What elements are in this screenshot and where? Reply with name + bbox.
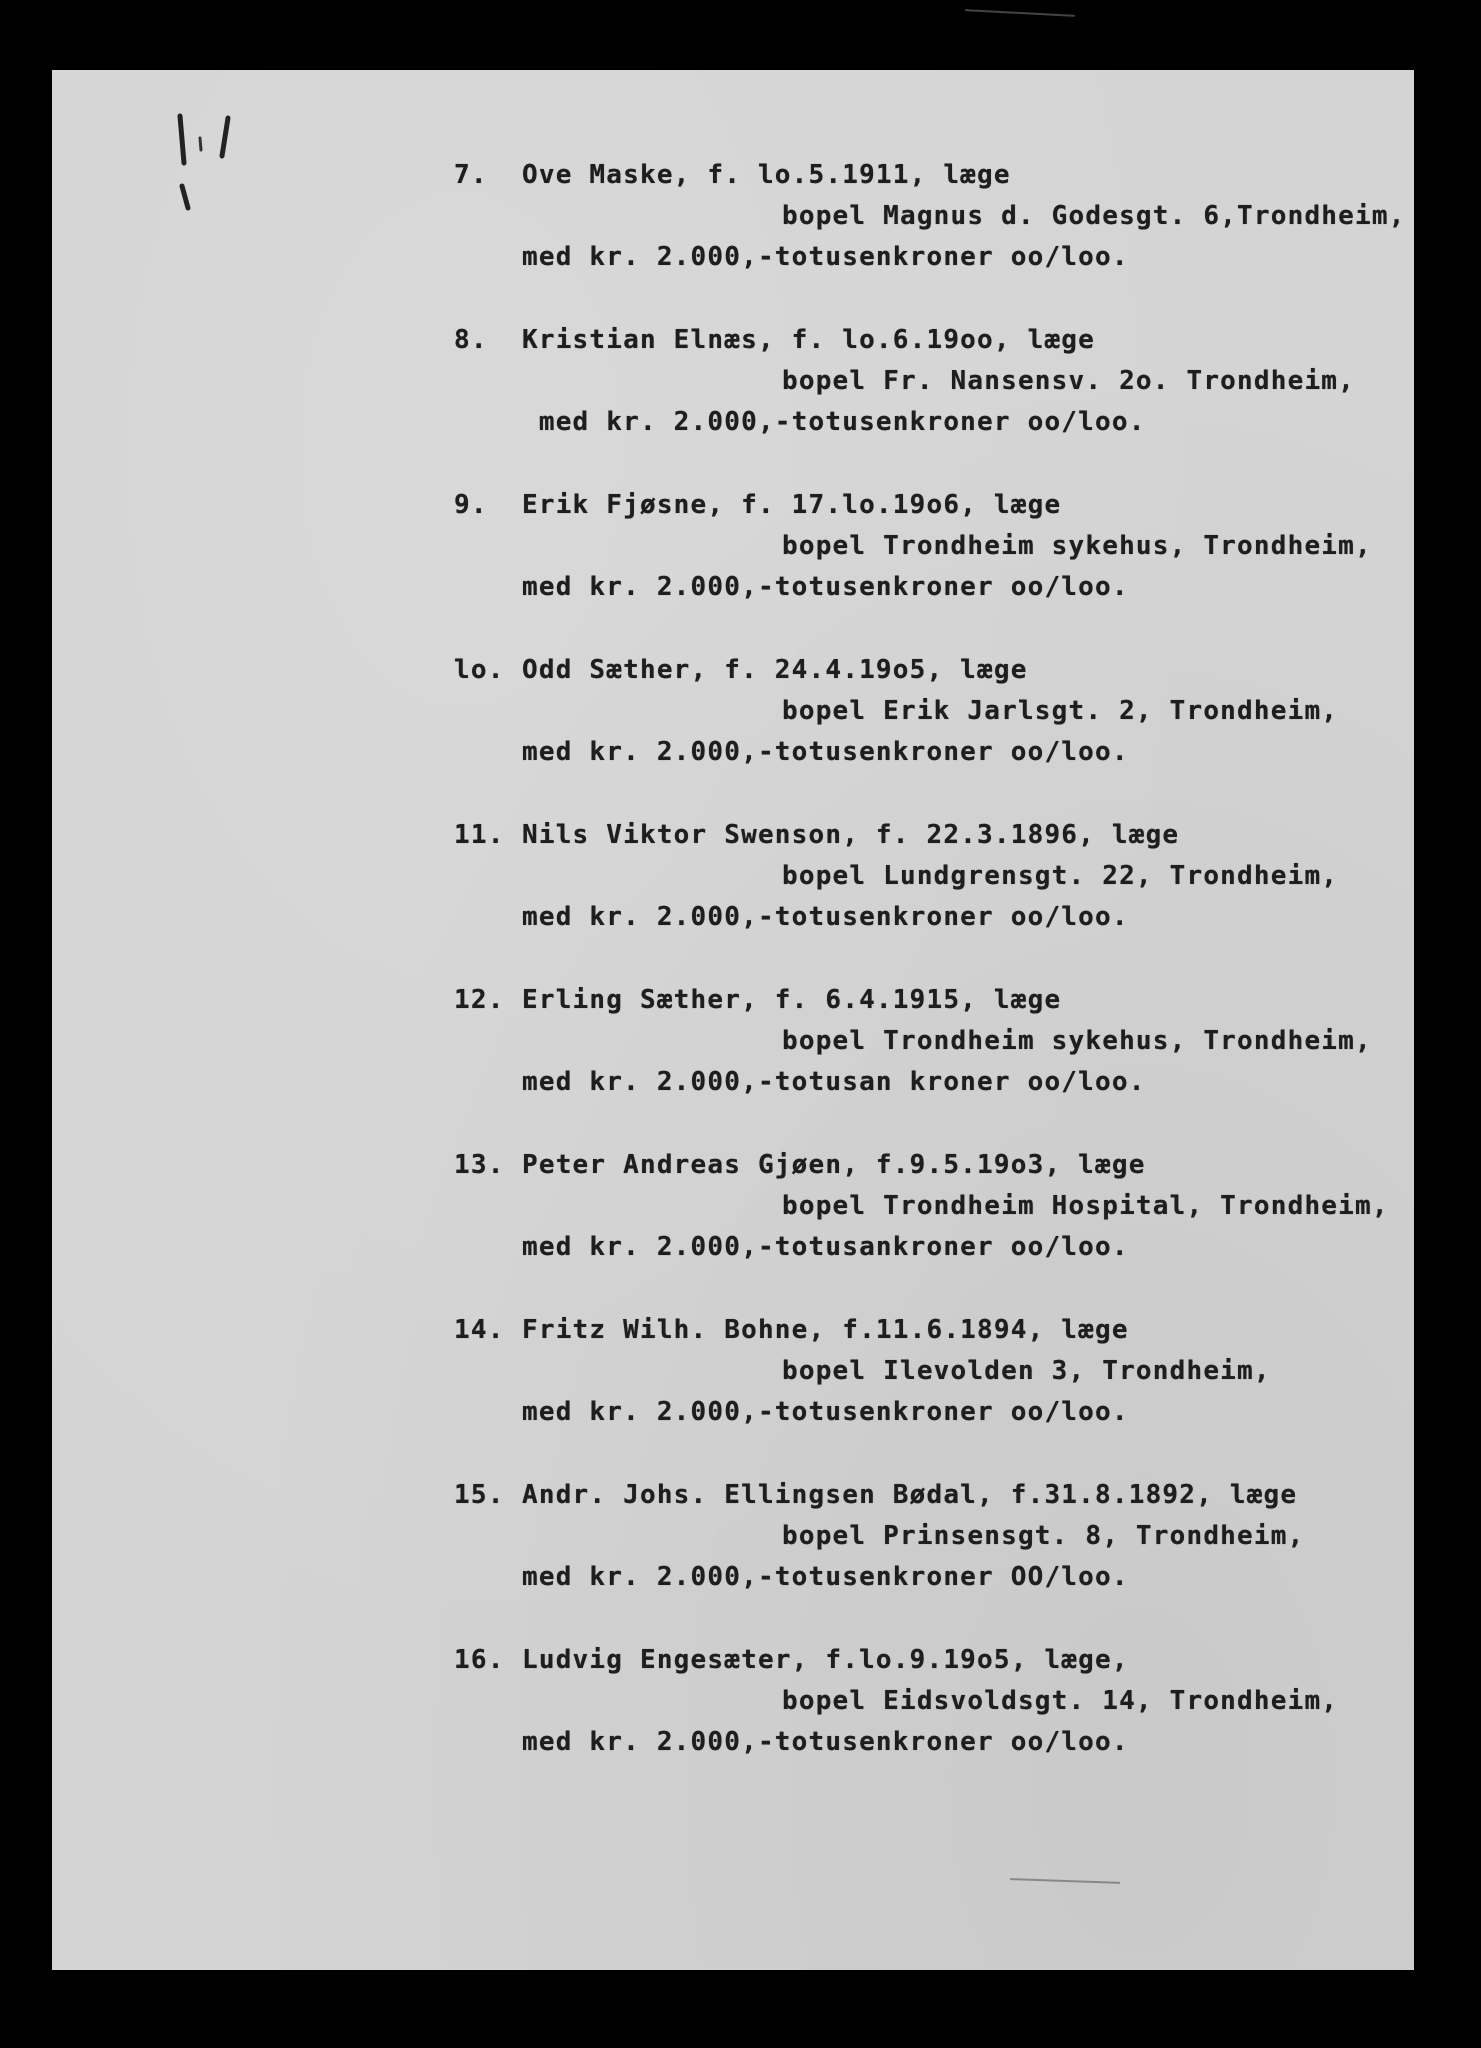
entry-address-line: bopel Trondheim sykehus, Trondheim, [782,1026,1372,1056]
entry-number: 12. [454,985,505,1015]
entry-number: 11. [454,820,505,850]
entry-name-line: Ove Maske, f. lo.5.1911, læge [522,160,1011,190]
entry-amount-line: med kr. 2.000,-totusenkroner OO/loo. [522,1562,1129,1592]
entry-name-line: Kristian Elnæs, f. lo.6.19oo, læge [522,325,1096,355]
entry-address-line: bopel Magnus d. Godesgt. 6,Trondheim, [782,201,1406,231]
list-item [52,1480,1414,1610]
entry-amount-line: med kr. 2.000,-totusenkroner oo/loo. [522,572,1129,602]
entry-name-line: Odd Sæther, f. 24.4.19o5, læge [522,655,1028,685]
entry-number: 13. [454,1150,505,1180]
entry-name-line: Fritz Wilh. Bohne, f.11.6.1894, læge [522,1315,1129,1345]
entry-name-line: Nils Viktor Swenson, f. 22.3.1896, læge [522,820,1180,850]
entry-name-line: Erling Sæther, f. 6.4.1915, læge [522,985,1062,1015]
list-item [52,490,1414,620]
list-item [52,985,1414,1115]
entry-amount-line: med kr. 2.000,-totusenkroner oo/loo. [522,902,1129,932]
list-item [52,1645,1414,1775]
entry-address-line: bopel Lundgrensgt. 22, Trondheim, [782,861,1339,891]
entry-amount-line: med kr. 2.000,-totusenkroner oo/loo. [522,1397,1129,1427]
entry-address-line: bopel Trondheim sykehus, Trondheim, [782,531,1372,561]
entry-number: lo. [454,655,505,685]
entry-address-line: bopel Ilevolden 3, Trondheim, [782,1356,1271,1386]
entry-address-line: bopel Prinsensgt. 8, Trondheim, [782,1521,1305,1551]
entry-amount-line: med kr. 2.000,-totusenkroner oo/loo. [522,737,1129,767]
list-item [52,160,1414,290]
entry-address-line: bopel Trondheim Hospital, Trondheim, [782,1191,1389,1221]
entry-number: 7. [454,160,488,190]
entry-name-line: Erik Fjøsne, f. 17.lo.19o6, læge [522,490,1062,520]
entry-number: 15. [454,1480,505,1510]
entry-name-line: Andr. Johs. Ellingsen Bødal, f.31.8.1892, læge [522,1480,1298,1510]
entry-number: 16. [454,1645,505,1675]
entry-amount-line: med kr. 2.000,-totusenkroner oo/loo. [522,1727,1129,1757]
document-page [52,70,1414,1970]
list-item [52,655,1414,785]
list-item [52,325,1414,455]
entry-number: 9. [454,490,488,520]
entry-number: 14. [454,1315,505,1345]
entry-address-line: bopel Fr. Nansensv. 2o. Trondheim, [782,366,1356,396]
entry-address-line: bopel Erik Jarlsgt. 2, Trondheim, [782,696,1339,726]
entry-amount-line: med kr. 2.000,-totusenkroner oo/loo. [522,242,1129,272]
entry-name-line: Ludvig Engesæter, f.lo.9.19o5, læge, [522,1645,1129,1675]
entry-name-line: Peter Andreas Gjøen, f.9.5.19o3, læge [522,1150,1146,1180]
entry-address-line: bopel Eidsvoldsgt. 14, Trondheim, [782,1686,1339,1716]
entry-amount-line: med kr. 2.000,-totusenkroner oo/loo. [522,407,1146,437]
entry-number: 8. [454,325,488,355]
list-item [52,1150,1414,1280]
entry-amount-line: med kr. 2.000,-totusan kroner oo/loo. [522,1067,1146,1097]
scan-artifact [965,9,1075,17]
entry-list [52,70,1414,1970]
entry-amount-line: med kr. 2.000,-totusankroner oo/loo. [522,1232,1129,1262]
list-item [52,820,1414,950]
list-item [52,1315,1414,1445]
